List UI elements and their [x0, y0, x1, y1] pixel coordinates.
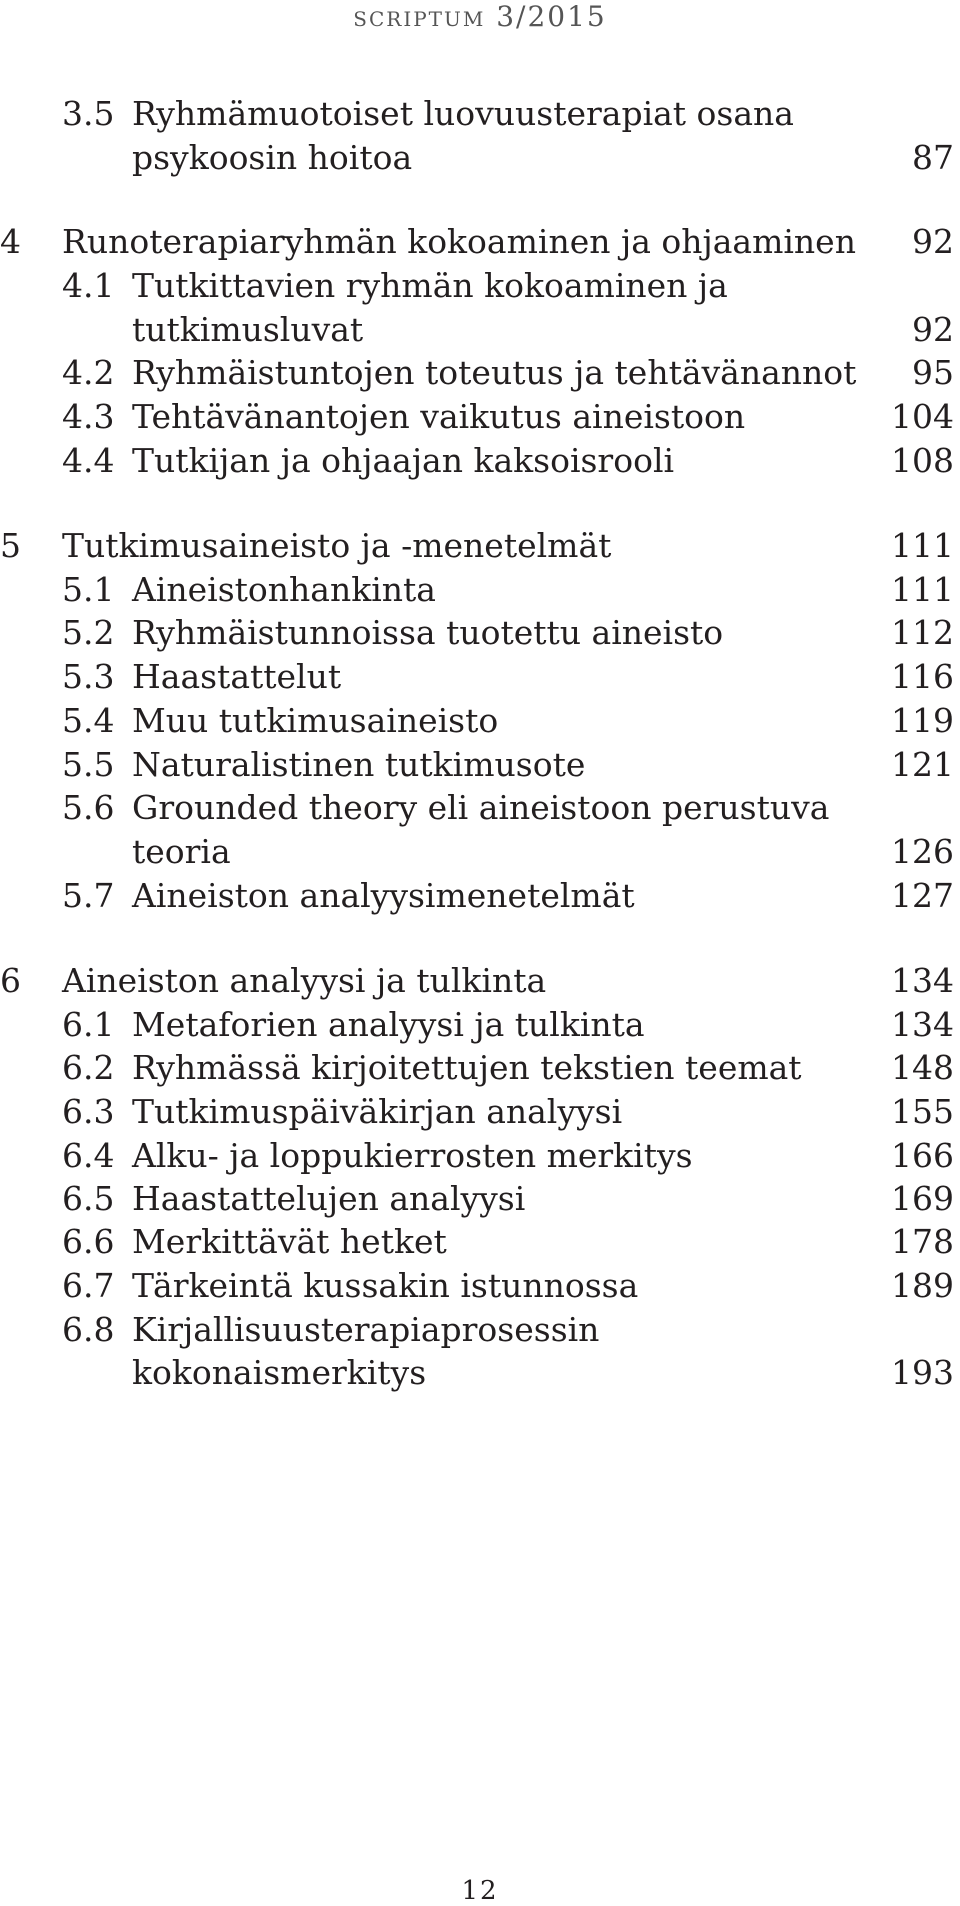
page-reference: 119: [891, 701, 954, 740]
page-reference: 166: [891, 1136, 954, 1175]
toc-entry: [0, 132, 960, 184]
section-number: 5.2: [62, 613, 115, 652]
page-reference: 155: [891, 1092, 954, 1131]
section-title-continuation: teoria: [132, 832, 231, 871]
chapter-title: Runoterapiaryhmän kokoaminen ja ohjaaminen: [62, 222, 856, 261]
page-reference: 148: [891, 1048, 954, 1087]
page-reference: 169: [891, 1179, 954, 1218]
page-reference: 92: [912, 222, 954, 261]
section-number: 6.7: [62, 1266, 115, 1305]
section-title: Alku- ja loppukierrosten merkitys: [132, 1136, 693, 1175]
page-number: 12: [461, 1876, 499, 1906]
chapter-number: 4: [0, 222, 21, 261]
section-title: Naturalistinen tutkimusote: [132, 745, 586, 784]
section-number: 6.2: [62, 1048, 115, 1087]
page-reference: 121: [891, 745, 954, 784]
page-reference: 134: [891, 1005, 954, 1044]
section-title: Muu tutkimusaineisto: [132, 701, 499, 740]
section-number: 4.1: [62, 266, 115, 305]
toc-entry: [0, 870, 960, 922]
page-reference: 116: [891, 657, 954, 696]
page-reference: 112: [891, 613, 954, 652]
section-title: Ryhmäistunnoissa tuotettu aineisto: [132, 613, 724, 652]
section-number: 5.5: [62, 745, 115, 784]
section-title: Aineiston analyysimenetelmät: [132, 876, 635, 915]
section-number: 6.4: [62, 1136, 115, 1175]
page-reference: 95: [912, 353, 954, 392]
section-title: Haastattelut: [132, 657, 342, 696]
section-number: 5.4: [62, 701, 115, 740]
page-reference: 134: [891, 961, 954, 1000]
page-reference: 111: [891, 526, 954, 565]
section-title: Aineistonhankinta: [132, 570, 436, 609]
section-title: Haastattelujen analyysi: [132, 1179, 526, 1218]
chapter-number: 6: [0, 961, 21, 1000]
section-title-continuation: kokonaismerkitys: [132, 1353, 427, 1392]
page-reference: 126: [891, 832, 954, 871]
section-number: 5.3: [62, 657, 115, 696]
section-number: 6.3: [62, 1092, 115, 1131]
section-title: Metaforien analyysi ja tulkinta: [132, 1005, 645, 1044]
page-reference: 104: [891, 397, 954, 436]
chapter-title: Aineiston analyysi ja tulkinta: [62, 961, 547, 1000]
section-title: Merkittävät hetket: [132, 1222, 447, 1261]
section-title: Ryhmäistuntojen toteutus ja tehtävänannot: [132, 353, 857, 392]
section-number: 6.6: [62, 1222, 115, 1261]
section-title: Tutkittavien ryhmän kokoaminen ja: [132, 266, 728, 305]
toc-entry: [0, 435, 960, 487]
section-title: Tutkimuspäiväkirjan analyysi: [132, 1092, 623, 1131]
page-reference: 189: [891, 1266, 954, 1305]
toc-entry: [0, 1347, 960, 1399]
section-title-continuation: psykoosin hoitoa: [132, 138, 413, 177]
page-reference: 178: [891, 1222, 954, 1261]
page-reference: 87: [912, 138, 954, 177]
page-reference: 92: [912, 310, 954, 349]
section-number: 3.5: [62, 94, 115, 133]
section-number: 5.7: [62, 876, 115, 915]
running-header: scriptum 3/2015: [353, 0, 607, 33]
section-title: Tutkijan ja ohjaajan kaksoisrooli: [132, 441, 675, 480]
page-reference: 111: [891, 570, 954, 609]
chapter-title: Tutkimusaineisto ja -menetelmät: [62, 526, 612, 565]
page-reference: 108: [891, 441, 954, 480]
section-number: 4.2: [62, 353, 115, 392]
section-title: Grounded theory eli aineistoon perustuva: [132, 788, 830, 827]
section-title: Ryhmämuotoiset luovuusterapiat osana: [132, 94, 794, 133]
section-number: 5.1: [62, 570, 115, 609]
section-number: 6.5: [62, 1179, 115, 1218]
page-reference: 127: [891, 876, 954, 915]
chapter-number: 5: [0, 526, 21, 565]
section-number: 5.6: [62, 788, 115, 827]
section-title: Kirjallisuusterapiaprosessin: [132, 1310, 600, 1349]
section-number: 6.8: [62, 1310, 115, 1349]
section-title-continuation: tutkimusluvat: [132, 310, 364, 349]
section-number: 6.1: [62, 1005, 115, 1044]
section-number: 4.4: [62, 441, 115, 480]
section-title: Tehtävänantojen vaikutus aineistoon: [132, 397, 746, 436]
section-title: Ryhmässä kirjoitettujen tekstien teemat: [132, 1048, 802, 1087]
section-title: Tärkeintä kussakin istunnossa: [132, 1266, 639, 1305]
section-number: 4.3: [62, 397, 115, 436]
page-reference: 193: [891, 1353, 954, 1392]
